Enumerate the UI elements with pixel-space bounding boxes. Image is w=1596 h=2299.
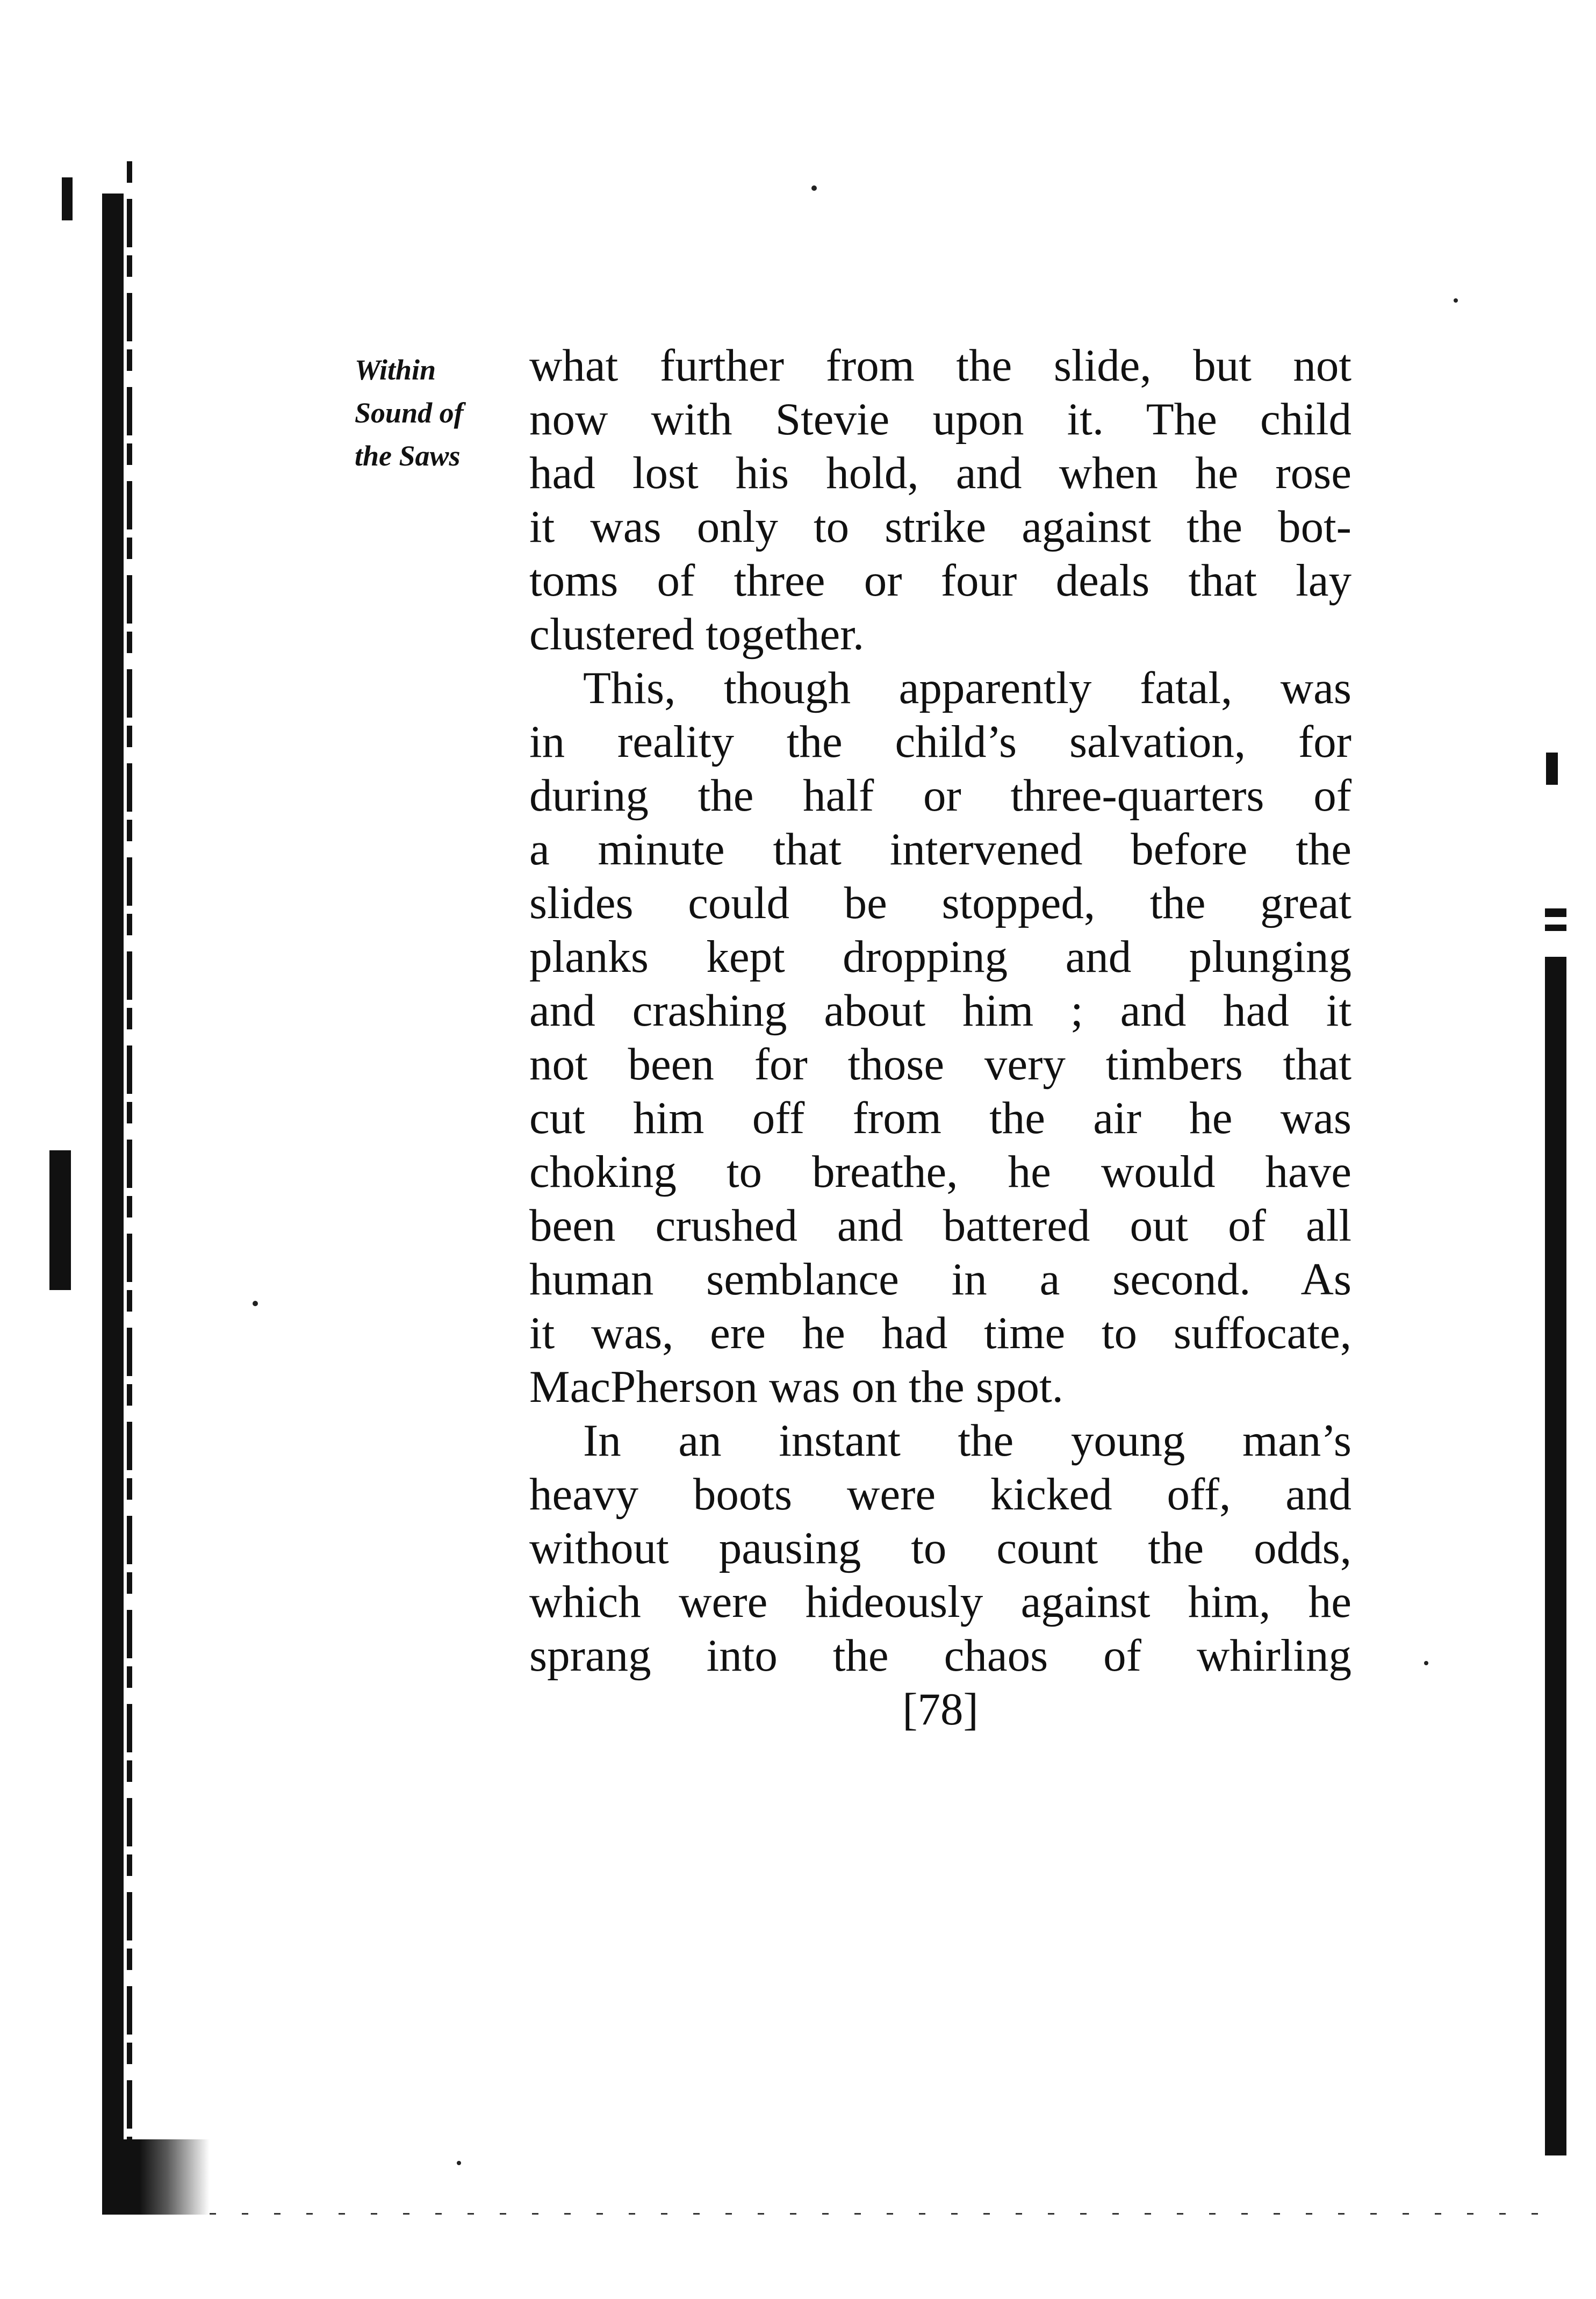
text-line: not been for those very timbers that: [529, 1039, 1351, 1090]
binding-edge-right-top-2: [1545, 925, 1566, 931]
page-number: [78]: [902, 1684, 979, 1735]
binding-edge-left: [102, 194, 124, 2215]
sidenote-line: Within: [355, 354, 436, 386]
sidenote-line: the Saws: [355, 440, 461, 472]
text-line: human semblance in a second. As: [529, 1254, 1351, 1305]
body-text: [529, 339, 1351, 1682]
text-line: a minute that intervened before the: [529, 824, 1351, 875]
text-line: MacPherson was on the spot.: [529, 1362, 1063, 1412]
binding-edge-right: [1545, 957, 1566, 2155]
text-line: in reality the child’s salvation, for: [529, 717, 1351, 767]
scan-speck: [457, 2161, 461, 2165]
text-line: without pausing to count the odds,: [529, 1523, 1351, 1573]
text-line: heavy boots were kicked off, and: [529, 1469, 1351, 1520]
text-line: cut him off from the air he was: [529, 1093, 1351, 1143]
binding-edge-left-inner: [127, 161, 132, 2215]
scan-noise-bottom: [210, 2213, 1553, 2215]
text-line: clustered together.: [529, 609, 865, 660]
text-line: what further from the slide, but not: [529, 340, 1351, 391]
scan-mark-right: [1546, 753, 1558, 785]
text-line: choking to breathe, he would have: [529, 1147, 1351, 1197]
binding-edge-left-bottom: [102, 2139, 210, 2215]
text-line: during the half or three-quarters of: [529, 770, 1351, 821]
scan-mark-left: [49, 1150, 71, 1290]
text-line: and crashing about him ; and had it: [529, 985, 1351, 1036]
text-line: it was, ere he had time to suffocate,: [529, 1308, 1351, 1358]
text-line: sprang into the chaos of whirling: [529, 1630, 1351, 1681]
text-line: been crushed and battered out of all: [529, 1200, 1351, 1251]
text-line: had lost his hold, and when he rose: [529, 448, 1351, 498]
sidenote-line: Sound of: [355, 397, 464, 429]
binding-edge-right-top: [1545, 908, 1566, 917]
text-line: slides could be stopped, the great: [529, 878, 1351, 928]
scan-speck: [253, 1301, 258, 1306]
text-line: In an instant the young man’s: [583, 1415, 1351, 1466]
text-line: which were hideously against him, he: [529, 1577, 1351, 1627]
scan-speck: [1424, 1661, 1428, 1665]
text-line: it was only to strike against the bot-: [529, 502, 1351, 552]
scan-mark-left-top: [62, 177, 73, 220]
running-sidenote: [355, 348, 511, 477]
scan-speck: [1454, 298, 1458, 303]
text-line: This, though apparently fatal, was: [583, 663, 1351, 713]
text-line: toms of three or four deals that lay: [529, 555, 1351, 606]
text-line: now with Stevie upon it. The child: [529, 394, 1351, 445]
text-line: planks kept dropping and plunging: [529, 932, 1351, 982]
scan-speck: [811, 185, 817, 191]
